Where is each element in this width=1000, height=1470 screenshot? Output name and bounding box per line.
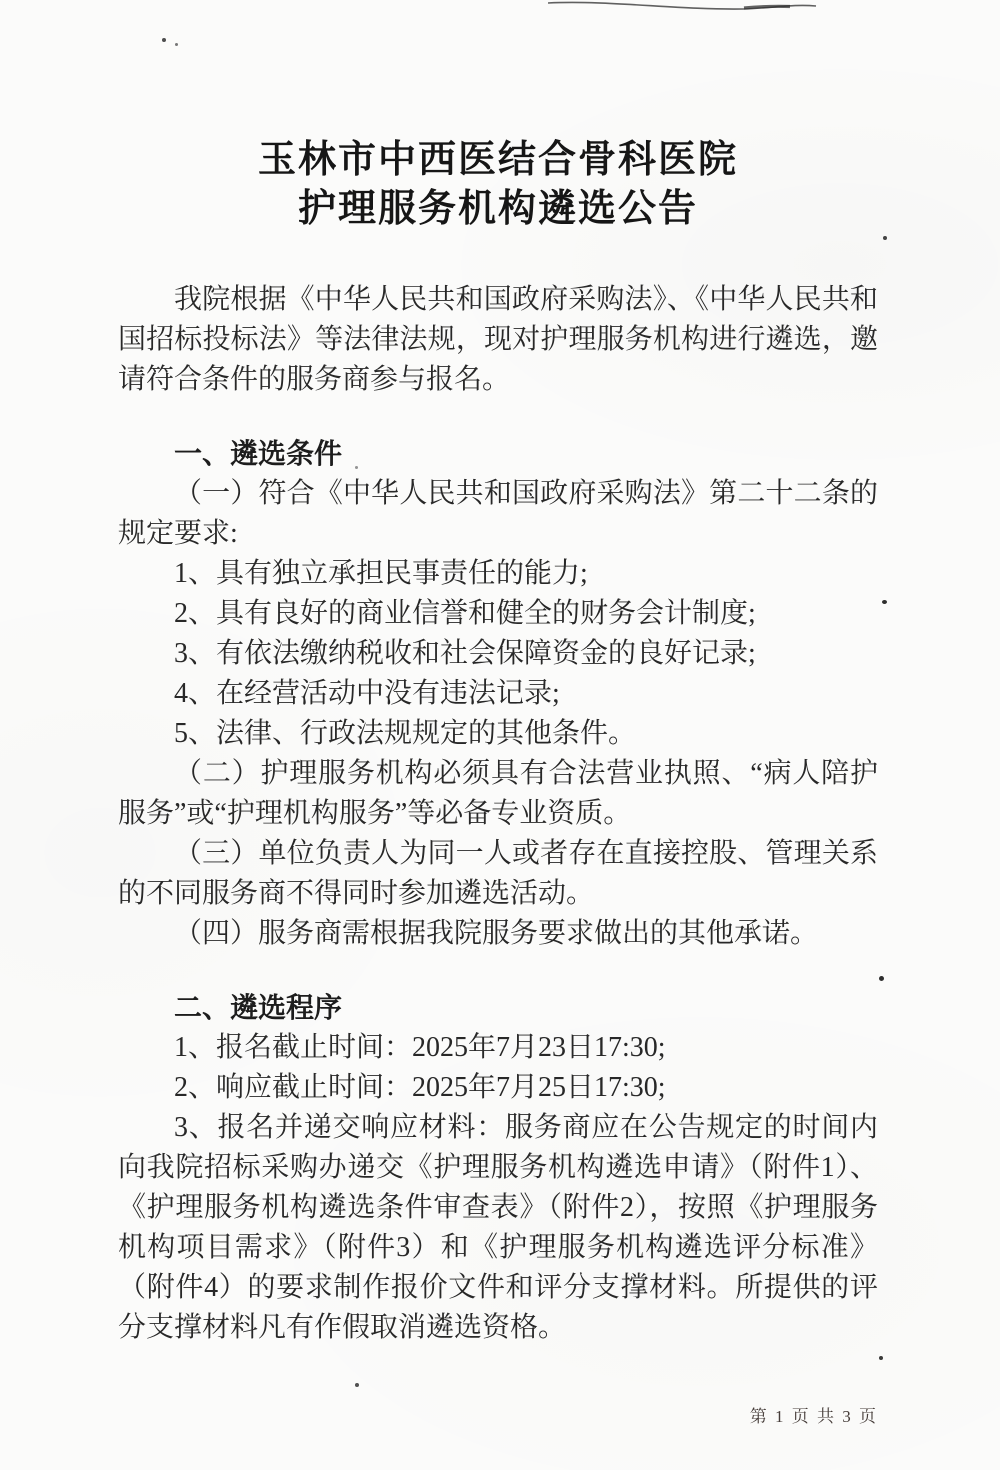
- section1-condition-1: 1、具有独立承担民事责任的能力;: [174, 558, 588, 589]
- scan-speck: [879, 1356, 883, 1360]
- section1-heading: 一、遴选条件: [174, 438, 343, 469]
- document-content: [118, 0, 878, 1348]
- document-title-line2: 护理服务机构遴选公告: [297, 188, 698, 230]
- section1-condition-2: 2、具有良好的商业信誉和健全的财务会计制度;: [174, 598, 756, 629]
- scan-speck: [355, 1383, 359, 1387]
- scan-speck: [882, 600, 887, 604]
- intro-paragraph: 我院根据《中华人民共和国政府采购法》、《中华人民共和国招标投标法》等法律法规，现对护理服务机构进行遴选，邀请符合条件的服务商参与报名。: [118, 284, 878, 395]
- section1-condition-3: 3、有依法缴纳税收和社会保障资金的良好记录;: [174, 638, 756, 669]
- section2-step-1: 1、报名截止时间：2025年7月23日17:30;: [174, 1032, 666, 1063]
- section2-heading: 二、遴选程序: [174, 992, 343, 1023]
- section1-condition-5: 5、法律、行政法规规定的其他条件。: [174, 718, 637, 749]
- section1-clause4: （四）服务商需根据我院服务要求做出的其他承诺。: [174, 918, 819, 949]
- scan-speck: [879, 976, 884, 981]
- section1-clause2: （二）护理服务机构必须具有合法营业执照、“病人陪护服务”或“护理机构服务”等必备专业资质。: [118, 758, 878, 829]
- section2-step-3: 3、报名并递交响应材料：服务商应在公告规定的时间内向我院招标采购办递交《护理服务机构遴选申请》（附件1）、《护理服务机构遴选条件审查表》（附件2），按照《护理服务机构项目需求》（附件3）和《护理服务机构遴选评分标准》（附件4）的要求制作报价文件和评分支撑材料。所提供的评分支撑材料凡有作假取消遴选资格。: [118, 1112, 878, 1343]
- section2-step-2: 2、响应截止时间：2025年7月25日17:30;: [174, 1072, 666, 1103]
- scan-speck: [883, 236, 887, 240]
- section1-clause3: （三）单位负责人为同一人或者存在直接控股、管理关系的不同服务商不得同时参加遴选活动。: [118, 838, 878, 909]
- section1-condition-4: 4、在经营活动中没有违法记录;: [174, 678, 560, 709]
- page-number: 第 1 页 共 3 页: [749, 1407, 878, 1426]
- document-title-line1: 玉林市中西医结合骨科医院: [257, 139, 738, 181]
- document-title: [118, 0, 878, 234]
- section1-clause1: （一）符合《中华人民共和国政府采购法》第二十二条的规定要求:: [118, 478, 878, 549]
